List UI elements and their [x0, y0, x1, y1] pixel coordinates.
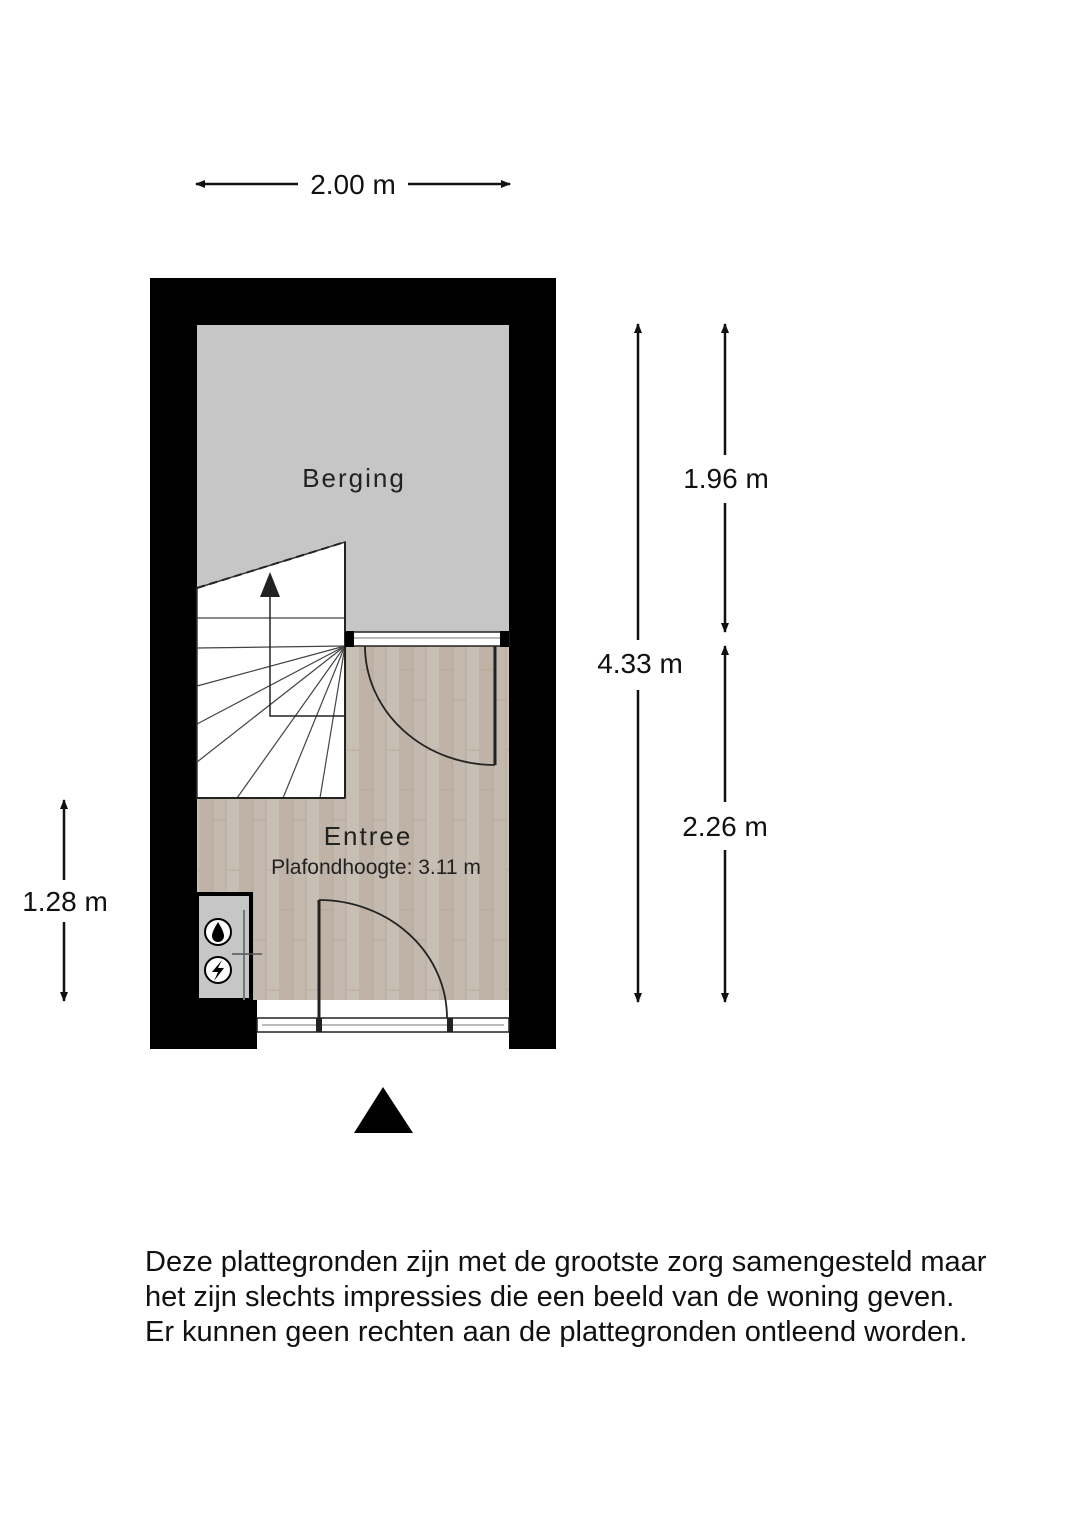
meter-cupboard [197, 894, 251, 1000]
disclaimer [145, 1245, 1080, 1350]
room-label-entree: Entree [323, 821, 413, 851]
disclaimer-line: Er kunnen geen rechten aan de plattegronden ontleend worden. [145, 1316, 968, 1348]
triangle-up-icon [354, 1087, 413, 1133]
disclaimer-line: Deze plattegronden zijn met de grootste zorg samengesteld maar [145, 1246, 987, 1278]
dimension-total-height [597, 324, 683, 1002]
gas-drop-icon [205, 919, 231, 945]
dimension-berging-height-label: 1.96 m [683, 463, 769, 494]
dimension-meter-cupboard [22, 800, 108, 1001]
lightning-icon [205, 957, 231, 983]
ceiling-height-label: Plafondhoogte: 3.11 m [271, 856, 481, 879]
meter-cupboard-wall [197, 1000, 257, 1049]
inner-door-frame [345, 632, 509, 646]
dimension-total-height-label: 4.33 m [597, 648, 683, 679]
room-label-berging: Berging [302, 463, 406, 493]
staircase [197, 542, 345, 798]
dimension-width-label: 2.00 m [310, 169, 396, 200]
dimension-meter-cupboard-label: 1.28 m [22, 886, 108, 917]
dimension-entree-height-label: 2.26 m [682, 811, 768, 842]
disclaimer-line: het zijn slechts impressies die een beeld van de woning geven. [145, 1281, 955, 1313]
dimension-berging-height [683, 324, 769, 632]
dimension-entree-height [682, 646, 768, 1002]
dimension-width [196, 169, 510, 200]
